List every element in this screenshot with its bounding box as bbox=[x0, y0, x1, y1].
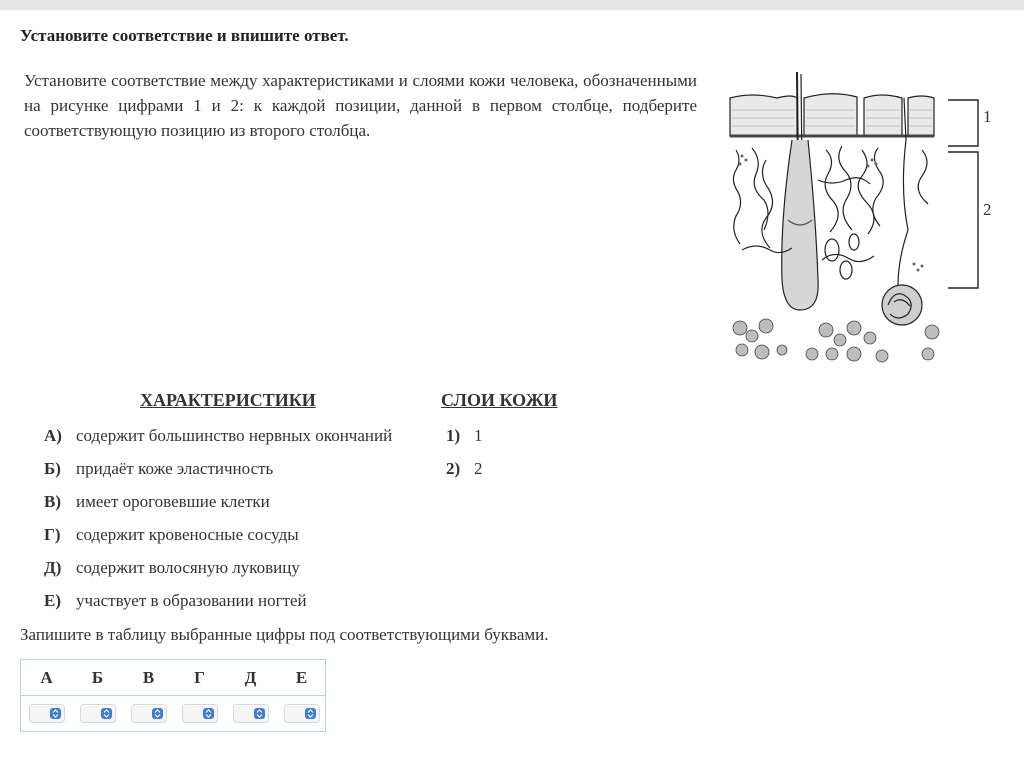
skin-layers-figure bbox=[722, 70, 1002, 370]
item-text: придаёт коже эластичность bbox=[76, 459, 274, 478]
item-key: А) bbox=[44, 426, 62, 445]
item-key: В) bbox=[44, 492, 61, 511]
task-heading: Установите соответствие и впишите ответ. bbox=[20, 26, 349, 45]
answer-table-header bbox=[21, 660, 325, 696]
item-text: участвует в образовании ногтей bbox=[76, 591, 307, 610]
item-key: 1) bbox=[446, 426, 461, 445]
item-text: содержит большинство нервных окончаний bbox=[76, 426, 393, 445]
answer-select-v[interactable] bbox=[131, 704, 167, 723]
column-header-b: Б bbox=[91, 668, 104, 687]
updown-chevron-icon bbox=[254, 708, 265, 719]
item-text: имеет ороговевшие клетки bbox=[76, 492, 270, 511]
updown-chevron-icon bbox=[305, 708, 316, 719]
answer-select-row bbox=[21, 696, 325, 732]
item-key: Д) bbox=[44, 558, 62, 577]
top-bar bbox=[0, 0, 1024, 10]
question-text: Установите соответствие между характеристиками и слоями кожи человека, обозначенными на рисунке цифрами 1 и 2: к каждой позиции, данной в первом столбце, подберите соответствующую позицию из второго столбца. bbox=[24, 71, 697, 140]
column-header-g: Г bbox=[194, 668, 205, 687]
updown-chevron-icon bbox=[152, 708, 163, 719]
figure-label-2: 2 bbox=[983, 200, 992, 219]
characteristics-header: ХАРАКТЕРИСТИКИ bbox=[140, 390, 316, 410]
answer-select-a[interactable] bbox=[29, 704, 65, 723]
column-header-e: Е bbox=[295, 668, 308, 687]
item-text: содержит волосяную луковицу bbox=[76, 558, 300, 577]
item-text: 2 bbox=[474, 459, 483, 478]
answer-select-d[interactable] bbox=[233, 704, 269, 723]
item-text: содержит кровеносные сосуды bbox=[76, 525, 299, 544]
skin-layers-header: СЛОИ КОЖИ bbox=[441, 390, 558, 410]
answer-table bbox=[20, 659, 326, 732]
item-key: 2) bbox=[446, 459, 461, 478]
column-header-v: В bbox=[142, 668, 155, 687]
updown-chevron-icon bbox=[203, 708, 214, 719]
item-key: Г) bbox=[44, 525, 61, 544]
item-text: 1 bbox=[474, 426, 483, 445]
item-key: Е) bbox=[44, 591, 61, 610]
column-header-d: Д bbox=[244, 668, 257, 687]
answer-select-b[interactable] bbox=[80, 704, 116, 723]
updown-chevron-icon bbox=[50, 708, 61, 719]
answer-select-g[interactable] bbox=[182, 704, 218, 723]
figure-label-1: 1 bbox=[983, 107, 992, 126]
answer-select-e[interactable] bbox=[284, 704, 320, 723]
answer-instruction: Запишите в таблицу выбранные цифры под соответствующими буквами. bbox=[20, 625, 549, 644]
item-key: Б) bbox=[44, 459, 61, 478]
updown-chevron-icon bbox=[101, 708, 112, 719]
column-header-a: А bbox=[40, 668, 53, 687]
